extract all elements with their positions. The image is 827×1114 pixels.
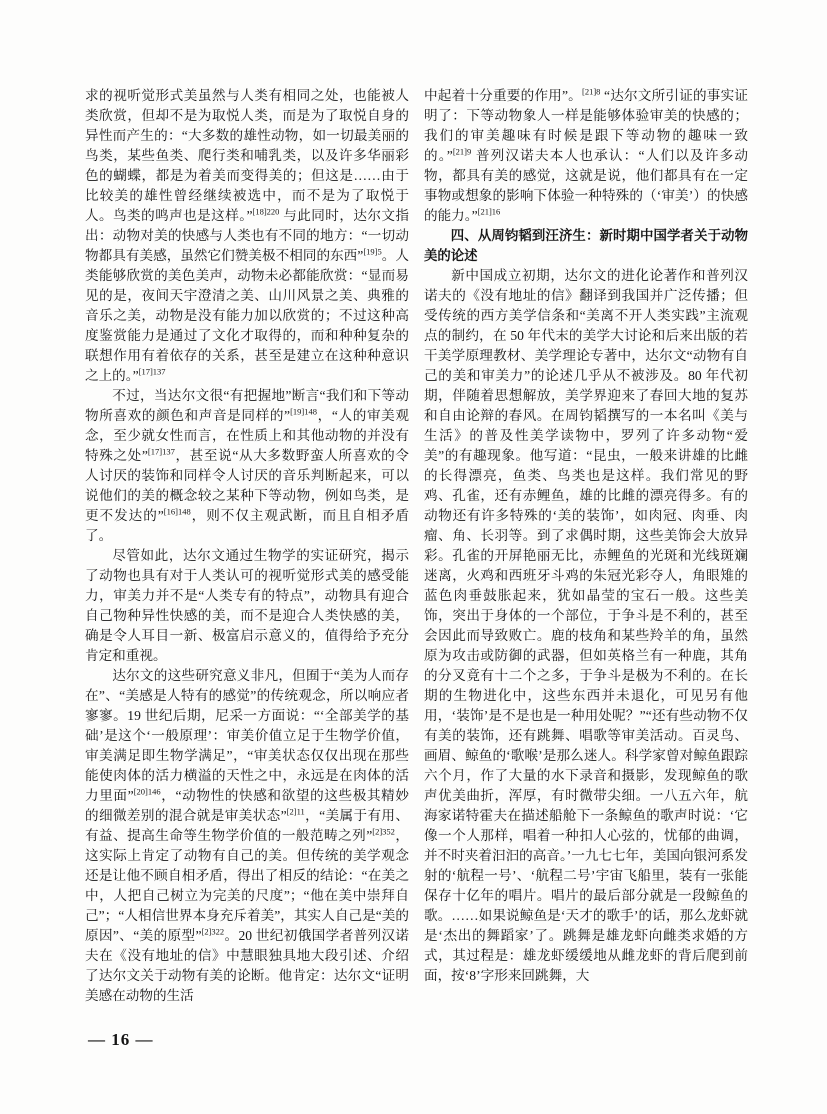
paragraph: 尽管如此，达尔文通过生物学的实证研究，揭示了动物也具有对于人类认可的视听觉形式美的感受能力，审美力并不是“人类专有的特点”，动物具有迎合自己物种异性快感的美，而不是迎合人类快感的美，确是令人耳目一新、极富启示意义的，值得给予充分肯定和重视。: [85, 548, 409, 663]
section-heading: 四、从周钧韬到汪济生：新时期中国学者关于动物美的论述: [424, 228, 748, 263]
citation-superscript: [19]5: [363, 246, 382, 257]
paragraph: 不过，当达尔文很“有把握地”断言“我们和下等动物所喜欢的颜色和声音是同样的”$^{[19]148}$，“人的审美观念，至少就女性而言，在性质上和其他动物的并没有特殊之处”$^{[17]137}$，甚至说“从大多数野蛮人所喜欢的令人讨厌的装饰和同样令人讨厌的音乐判断起来，可以说他们的美的概念较之某种下等动物，例如鸟类，是更不发达的”$^{[16]148}$，则不仅主观武断，而且自相矛盾了。: [85, 388, 409, 543]
page-number: — 16 —: [88, 1030, 154, 1049]
citation-superscript: [17]137: [138, 366, 166, 377]
left-column: [85, 86, 409, 1006]
citation-superscript: [21]16: [477, 206, 501, 217]
citation-superscript: [18]220: [252, 206, 280, 217]
citation-superscript: [2]352: [372, 826, 395, 837]
citation-superscript: [16]148: [163, 506, 191, 517]
paragraph: 中起着十分重要的作用”。$^{[21]8}$ “达尔文所引证的事实证明了：下等动物象人一样是能够体验审美的快感的；我们的审美趣味有时候是跟下等动物的趣味一致的。”$^{[21]9}$ 普列汉诺夫本人也承认：“人们以及许多动物，都具有美的感觉，这就是说，他们都具有在一定事物或想象的影响下体验一种特殊的（‘审美’）的快感的能力。”$^{[21]16}$: [424, 86, 748, 223]
paragraph: 达尔文的这些研究意义非凡，但囿于“美为人而存在”、“美感是人特有的感觉”的传统观念，所以响应者寥寥。19 世纪后期，尼采一方面说：“‘全部美学的基础’是这个‘一般原理’：审美价值立足于生物学价值，审美满足即生物学满足”，“审美状态仅仅出现在那些能使肉体的活力横溢的天性之中，永远是在肉体的活力里面”$^{[20]146}$，“动物性的快感和欲望的这些极其精妙的细微差别的混合就是审美状态”$^{[2]11}$，“美属于有用、有益、提高生命等生物学价值的一般范畴之列”$^{[2]352}$，这实际上肯定了动物有自己的美。但传统的美学观念还是让他不顾自相矛盾，得出了相反的结论：“在美之中，人把自己树立为完美的尺度”；“他在美中崇拜自己”；“人相信世界本身充斥着美”，其实人自己是“美的原因”、“美的原型”$^{[2]322}$。20 世纪初俄国学者普列汉诺夫在《没有地址的信》中慧眼独具地大段引述、介绍了达尔文关于动物有美的论断。他肯定：达尔文“证明美感在动物的生活: [85, 668, 409, 1003]
text-block: [85, 86, 748, 1006]
citation-superscript: [20]146: [133, 786, 161, 797]
citation-superscript: [19]148: [290, 406, 318, 417]
citation-superscript: [2]11: [286, 806, 305, 817]
citation-superscript: [21]8: [581, 86, 601, 97]
citation-superscript: [2]322: [201, 926, 225, 937]
citation-superscript: [21]9: [452, 146, 472, 157]
right-column: [424, 86, 748, 1006]
citation-superscript: [17]137: [147, 446, 175, 457]
paragraph: 新中国成立初期，达尔文的进化论著作和普列汉诺夫的《没有地址的信》翻译到我国并广泛传播；但受传统的西方美学信条和“美离不开人类实践”主流观点的制约，在 50 年代末的美学大讨论和后来出版的若干美学原理教材、美学理论专著中，达尔文“动物有自己的美和审美力”的论述几乎从不被涉及。80 年代初期，伴随着思想解放，美学界迎来了春回大地的复苏和自由论辩的春风。在周钧韬撰写的一本名叫《美与生活》的普及性美学读物中，罗列了许多动物“爱美”的有趣现象。他写道：“昆虫，一般来讲雄的比雌的长得漂亮，鱼类、鸟类也是这样。我们常见的野鸡、孔雀，还有赤鲤鱼，雄的比雌的漂亮得多。有的动物还有许多特殊的‘美的装饰’，如肉冠、肉垂、肉瘤、角、长羽等。到了求偶时期，这些美饰会大放异彩。孔雀的开屏艳丽无比，赤鲤鱼的光斑和光线斑斓迷离，火鸡和西班牙斗鸡的朱冠光彩夺人，角眼雉的蓝色肉垂鼓胀起来，犹如晶莹的宝石一般。这些美饰，突出于身体的一个部位，于争斗是不利的，甚至会因此而导致败亡。鹿的枝角和某些羚羊的角，虽然原为攻击或防御的武器，但如英格兰有一种鹿，其角的分叉竟有十二个之多，于争斗是极为不利的。在长期的生物进化中，这些东西并未退化，可见另有他用，‘装饰’是不是也是一种用处呢？”“还有些动物不仅有美的装饰，还有跳舞、唱歌等审美活动。百灵鸟、画眉、鲸鱼的‘歌喉’是那么迷人。科学家曾对鲸鱼跟踪六个月，作了大量的水下录音和摄影，发现鲸鱼的歌声优美曲折，浑厚，有时微带尖细。一八五六年，航海家诺特霍夫在描述船舱下一条鲸鱼的歌声时说：‘它像一个人那样，唱着一种扣人心弦的，忧郁的曲调，并不时夹着汩汩的高音。’一九七七年，美国向银河系发射的‘航程一号’、‘航程二号’宇宙飞船里，装有一张能保存十亿年的唱片。唱片的最后部分就是一段鲸鱼的歌。……如果说鲸鱼是‘天才的歌手’的话，那么龙虾就是‘杰出的舞蹈家’了。跳舞是雄龙虾向雌类求婚的方式，其过程是：雄龙虾缓缓地从雌龙虾的背后爬到前面，按‘8’字形来回跳舞，大: [424, 268, 748, 983]
paragraph: 求的视听觉形式美虽然与人类有相同之处，也能被人类欣赏，但却不是为取悦人类，而是为了取悦自身的异性而产生的：“大多数的雄性动物，如一切最美丽的鸟类，某些鱼类、爬行类和哺乳类，以及许多华丽彩色的蝴蝶，都是为着美而变得美的；但这是……由于比较美的雄性曾经继续被选中，而不是为了取悦于人。鸟类的鸣声也是这样。”$^{[18]220}$ 与此同时，达尔文指出：动物对美的快感与人类也有不同的地方：“一切动物都具有美感，虽然它们赞美极不相同的东西”$^{[19]5}$。人类能够欣赏的美色美声，动物未必都能欣赏：“显而易见的是，夜间天宇澄清之美、山川风景之美、典雅的音乐之美，动物是没有能力加以欣赏的；不过这种高度鉴赏能力是通过了文化才取得的，而和种种复杂的联想作用有着依存的关系，甚至是建立在这种种意识之上的。”$^{[17]137}$: [85, 88, 409, 383]
